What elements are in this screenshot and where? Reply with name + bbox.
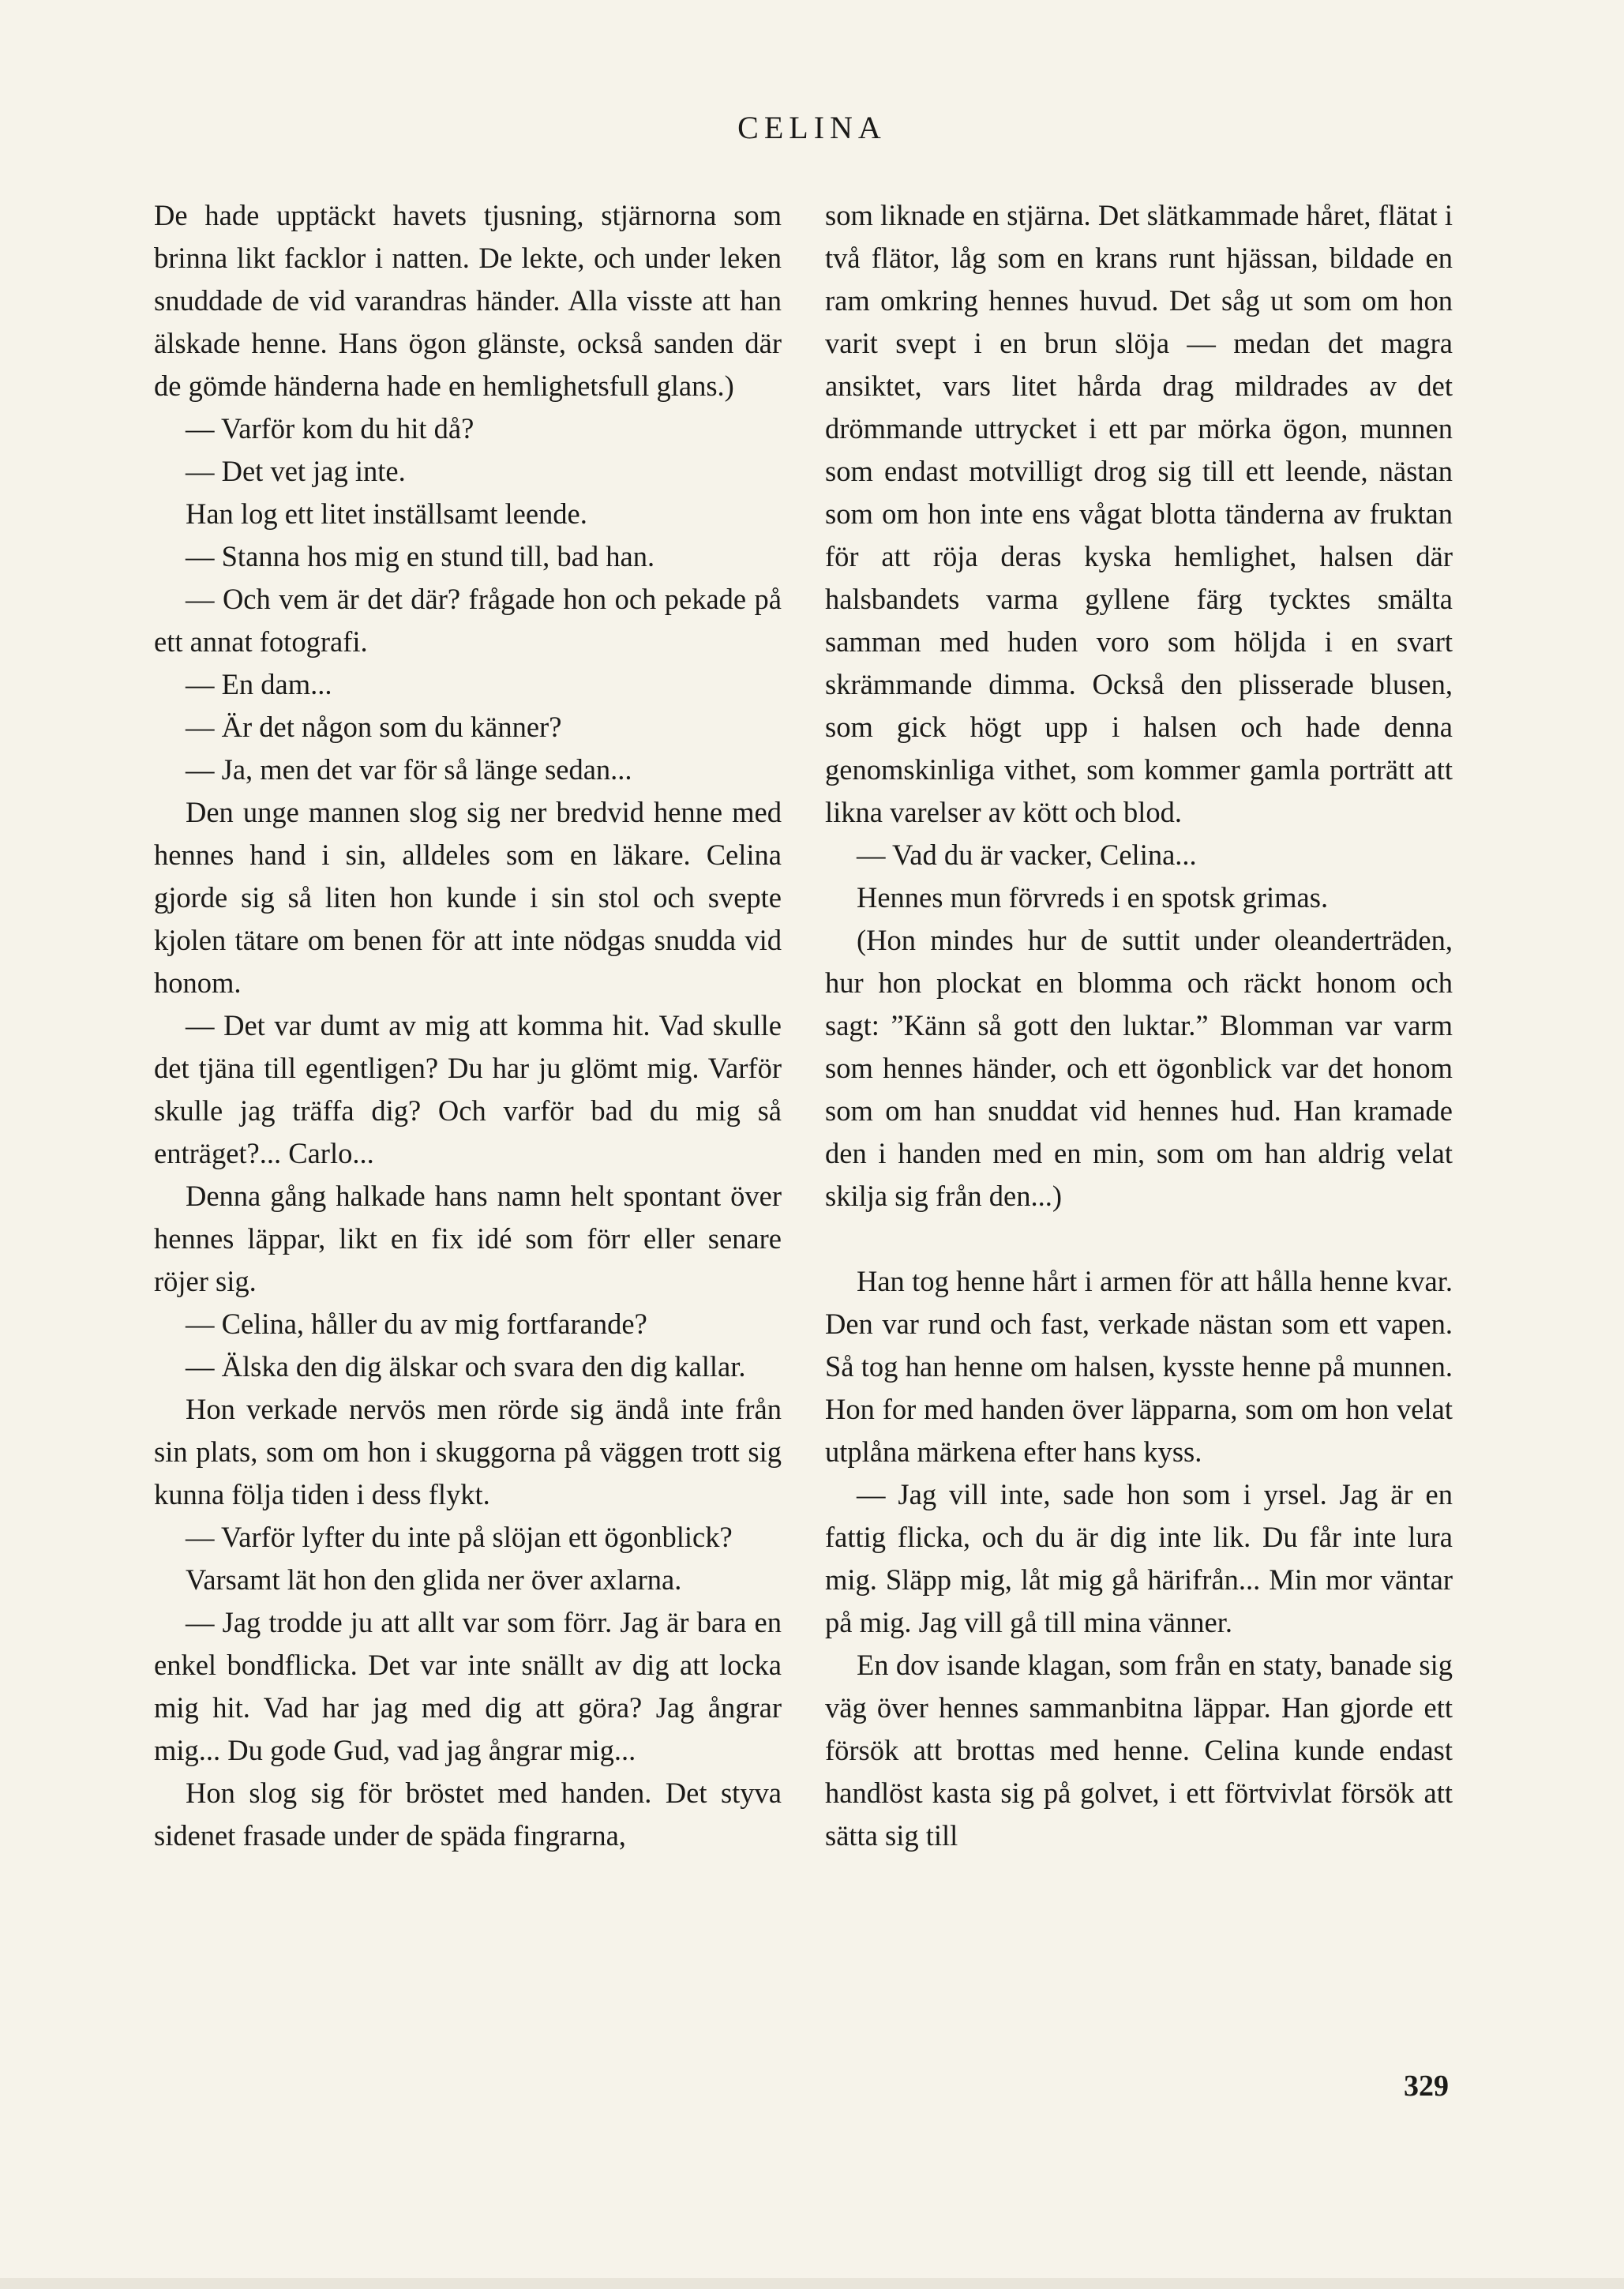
page-edge	[0, 2278, 1624, 2289]
paragraph: — Ja, men det var för så länge sedan...	[186, 753, 632, 786]
paragraph: Han log ett litet inställsamt leende.	[186, 497, 587, 530]
paragraph: som liknade en stjärna. Det slätkammade håret, flätat i två flätor, låg som en krans runt hjässan, bildade en ram omkring hennes huvud. Det såg ut som om hon varit svept i en brun slöja — medan det magra ansiktet, vars litet hårda drag mildrades av det drömmande uttrycket i ett par mörka ögon, munnen som endast motvilligt drog sig till ett leende, nästan som om hon inte ens vågat blotta tänderna av fruktan för att röja deras kyska hemlighet, halsen där halsbandets varma gyllene färg tycktes smälta samman med huden voro som höljda i en svart skrämmande dimma. Också den plisserade blusen, som gick högt upp i halsen och hade denna genomskinliga vithet, som kommer gamla porträtt att likna varelser av kött och blod.	[825, 199, 1453, 828]
paragraph: Han tog henne hårt i armen för att hålla henne kvar. Den var rund och fast, verkade nästan som ett vapen. Så tog han henne om halsen, kysste henne på munnen. Hon for med handen över läpparna, som om hon velat utplåna märkena efter hans kyss.	[825, 1265, 1453, 1468]
left-column	[154, 194, 782, 1857]
paragraph: — Det vet jag inte.	[186, 455, 406, 487]
page-number: 329	[1404, 2069, 1449, 2103]
paragraph: — Varför kom du hit då?	[186, 412, 474, 445]
paragraph: Hon slog sig för bröstet med handen. Det styva sidenet frasade under de späda fingrarna,	[154, 1777, 782, 1852]
paragraph: — Och vem är det där? frågade hon och pekade på ett annat fotografi.	[154, 583, 782, 658]
section-break	[825, 1218, 1453, 1260]
paragraph: — Jag trodde ju att allt var som förr. Jag är bara en enkel bondflicka. Det var inte snällt av dig att locka mig hit. Vad har jag med dig att göra? Jag ångrar mig... Du gode Gud, vad jag ångrar mig...	[154, 1606, 782, 1766]
running-header: CELINA	[737, 110, 887, 145]
paragraph: Varsamt lät hon den glida ner över axlarna.	[186, 1563, 682, 1596]
paragraph: Hennes mun förvreds i en spotsk grimas.	[857, 881, 1329, 914]
paragraph: De hade upptäckt havets tjusning, stjärnorna som brinna likt facklor i natten. De lekte, och under leken snuddade de vid varandras händer. Alla visste att han älskade henne. Hans ögon glänste, också sanden där de gömde händerna hade en hemlighetsfull glans.)	[154, 199, 782, 402]
paragraph: — Jag vill inte, sade hon som i yrsel. Jag är en fattig flicka, och du är dig inte lik. Du får inte lura mig. Släpp mig, låt mig gå härifrån... Min mor väntar på mig. Jag vill gå till mina vänner.	[825, 1478, 1453, 1638]
paragraph: En dov isande klagan, som från en staty, banade sig väg över hennes sammanbitna läppar. Han gjorde ett försök att brottas med henne. Celina kunde endast handlöst kasta sig på golvet, i ett förtvivlat försök att sätta sig till	[825, 1649, 1453, 1852]
paragraph: — Vad du är vacker, Celina...	[857, 839, 1197, 871]
paragraph: — En dam...	[186, 668, 332, 700]
paragraph: — Det var dumt av mig att komma hit. Vad skulle det tjäna till egentligen? Du har ju glömt mig. Varför skulle jag träffa dig? Och varför bad du mig så enträget?... Carlo...	[154, 1009, 782, 1169]
paragraph: (Hon mindes hur de suttit under oleanderträden, hur hon plockat en blomma och räckt honom och sagt: ”Känn så gott den luktar.” Blomman var varm som hennes händer, och ett ögonblick var det honom som om han snuddat vid hennes hud. Han kramade den i handen med en min, som om han aldrig velat skilja sig från den...)	[825, 924, 1453, 1212]
paragraph: — Celina, håller du av mig fortfarande?	[186, 1308, 647, 1340]
paragraph: — Stanna hos mig en stund till, bad han.	[186, 540, 655, 572]
paragraph: — Är det någon som du känner?	[186, 711, 562, 743]
right-column	[825, 194, 1453, 1857]
paragraph: — Varför lyfter du inte på slöjan ett ögonblick?	[186, 1521, 733, 1553]
paragraph: Denna gång halkade hans namn helt spontant över hennes läppar, likt en fix idé som förr eller senare röjer sig.	[154, 1180, 782, 1297]
paragraph: Hon verkade nervös men rörde sig ändå inte från sin plats, som om hon i skuggorna på väggen trott sig kunna följa tiden i dess flykt.	[154, 1393, 782, 1510]
paragraph: Den unge mannen slog sig ner bredvid henne med hennes hand i sin, alldeles som en läkare. Celina gjorde sig så liten hon kunde i sin stol och svepte kjolen tätare om benen för att inte nödgas snudda vid honom.	[154, 796, 782, 999]
paragraph: — Älska den dig älskar och svara den dig kallar.	[186, 1350, 746, 1383]
